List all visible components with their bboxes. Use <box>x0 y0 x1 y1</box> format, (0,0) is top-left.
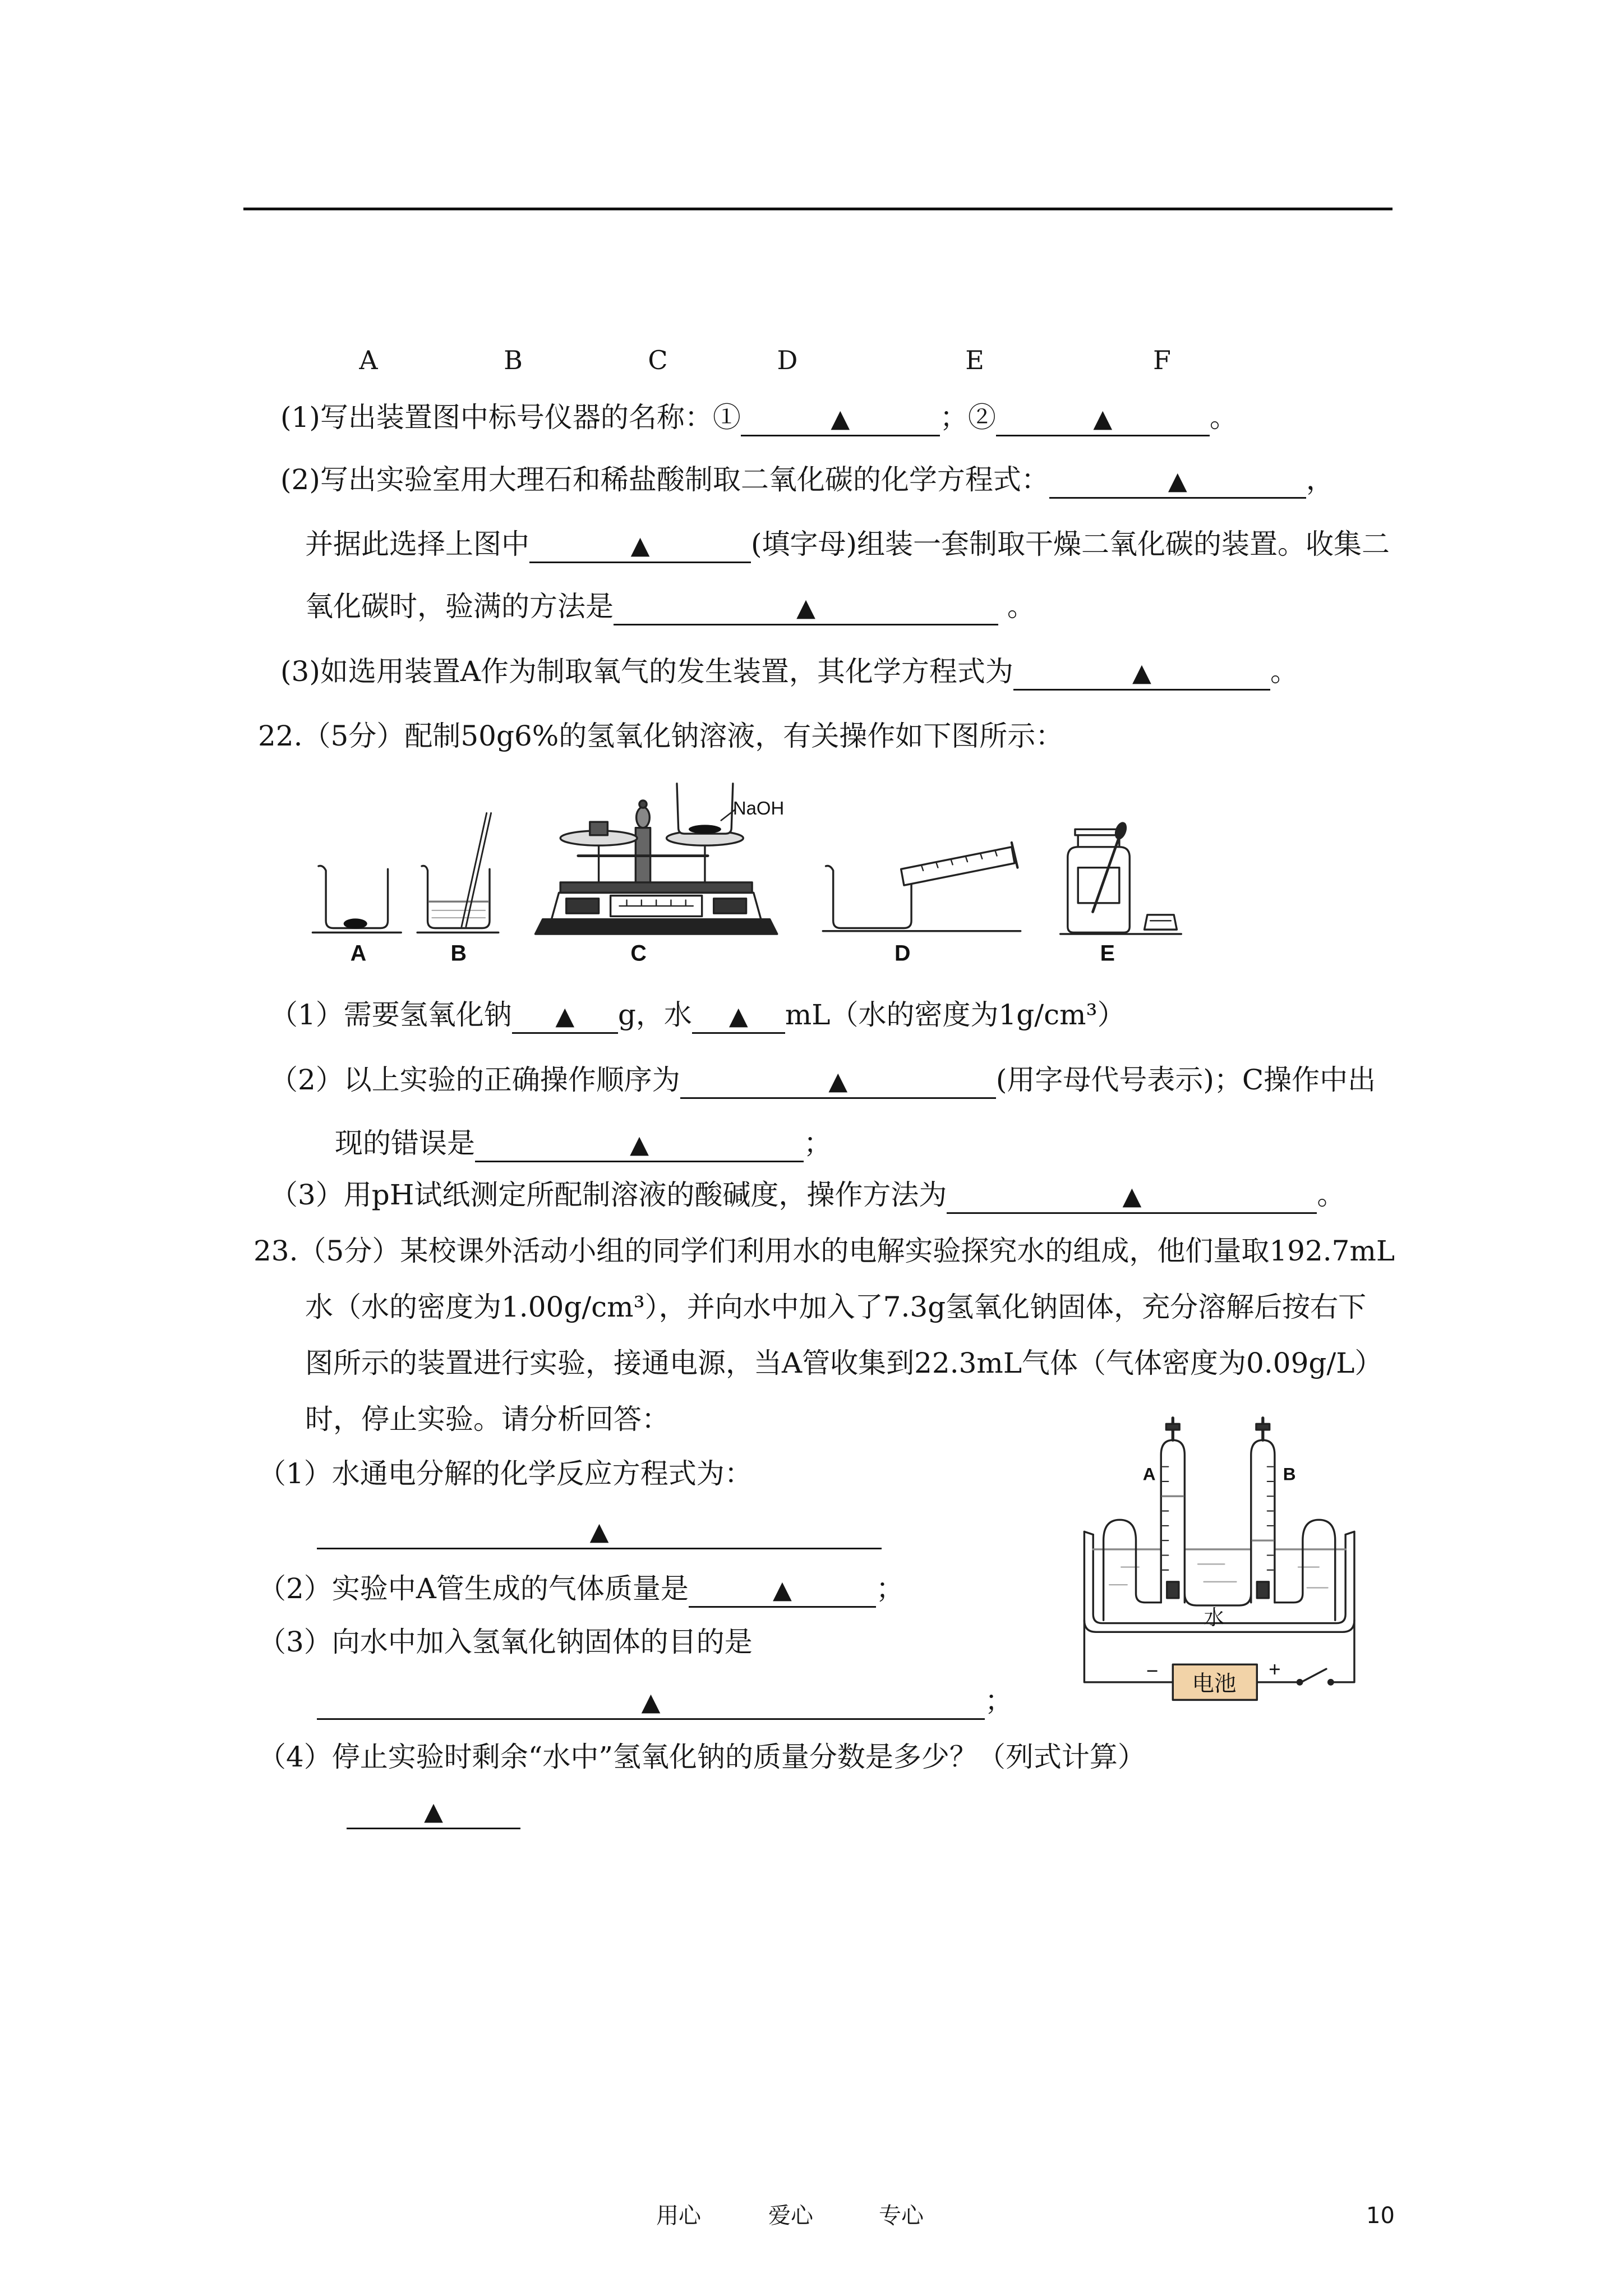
q21-figure-label-a: A <box>359 345 378 375</box>
q22-figure-label-e: E <box>1100 941 1115 966</box>
answer-mark-icon: ▲ <box>641 1688 661 1717</box>
q22-part2-line1 <box>270 1063 1376 1099</box>
answer-mark-icon: ▲ <box>728 1002 748 1030</box>
q21-part3 <box>280 655 1298 691</box>
answer-mark-icon: ▲ <box>630 531 650 560</box>
q23-stem-line2 <box>305 1290 1366 1324</box>
answer-blank <box>689 1573 876 1608</box>
q21-part2-text: (2)写出实验室用大理石和稀盐酸制取二氧化碳的化学方程式： <box>280 463 1049 496</box>
q21-part2-line3 <box>305 590 1035 625</box>
glass-rod <box>462 813 487 926</box>
q23-part2 <box>258 1572 904 1608</box>
q23-part2-end: ； <box>875 1572 904 1605</box>
beaker-d-body <box>826 866 912 928</box>
q21-figure-label-b: B <box>504 345 523 375</box>
q23-stem-text: 图所示的装置进行实验，接通电源，当A管收集到22.3mL气体（气体密度为0.09g/L） <box>305 1347 1383 1379</box>
positive-sign: + <box>1269 1658 1281 1681</box>
header-rule <box>243 208 1393 210</box>
tube-b-label: B <box>1283 1464 1296 1484</box>
answer-mark-icon: ▲ <box>1093 404 1113 433</box>
q22-part1-text: （1）需要氢氧化钠 <box>270 999 512 1031</box>
balance-top <box>560 882 752 892</box>
trough-rim <box>1084 1531 1354 1534</box>
q22-part2-text-3: 现的错误是 <box>335 1127 475 1159</box>
answer-blank <box>347 1795 520 1829</box>
right-wire-loop <box>1275 1520 1335 1620</box>
balance-knob <box>637 807 650 828</box>
q23-part3-answer <box>317 1684 1013 1720</box>
switch-contact <box>1329 1680 1333 1685</box>
connecting-bend <box>1184 1594 1251 1605</box>
footer-motto-2: 爱心 <box>768 2203 813 2229</box>
stopcock-a <box>1166 1424 1179 1430</box>
bottle-neck <box>1078 835 1119 847</box>
q22-part3 <box>270 1178 1345 1214</box>
q23-stem-text: 水（水的密度为1.00g/cm³），并向水中加入了7.3g氢氧化钠固体，充分溶解后按右下 <box>305 1291 1367 1323</box>
q23-part2-text: （2）实验中A管生成的气体质量是 <box>258 1572 689 1605</box>
q22-part3-end: 。 <box>1317 1179 1345 1211</box>
q23-part1-answer <box>317 1515 882 1549</box>
q21-figure-label-c: C <box>648 345 668 375</box>
beaker-b-body <box>422 866 490 928</box>
beaker-a <box>312 866 401 933</box>
q22-part2-text: （2）以上实验的正确操作顺序为 <box>270 1064 680 1096</box>
answer-blank <box>1049 464 1306 499</box>
tube-a-label: A <box>1142 1464 1156 1484</box>
q21-part2-line1 <box>280 463 1334 499</box>
q22-stem-text: 22.（5分）配制50g6%的氢氧化钠溶液，有关操作如下图所示： <box>258 720 1064 752</box>
answer-blank <box>529 528 751 563</box>
answer-mark-icon: ▲ <box>589 1517 609 1546</box>
naoh-solid <box>344 918 367 928</box>
stopcock-b <box>1256 1424 1270 1430</box>
page-number: 10 <box>1366 2203 1395 2229</box>
tube-b-body <box>1251 1440 1275 1602</box>
tube-b <box>1251 1418 1275 1603</box>
balance-ornament <box>714 899 746 913</box>
battery-label: 电池 <box>1192 1671 1237 1696</box>
q21-figure-label-f: F <box>1153 345 1171 375</box>
wire-negative <box>1084 1620 1173 1682</box>
answer-mark-icon: ▲ <box>630 1130 649 1159</box>
q22-part3-text: （3）用pH试纸测定所配制溶液的酸碱度，操作方法为 <box>270 1179 947 1211</box>
balance-ornament <box>566 899 599 913</box>
q22-figure <box>302 775 1195 974</box>
q22-figure-label-c: C <box>630 941 647 966</box>
q21-part3-end: 。 <box>1270 655 1298 688</box>
q22-figure-label-d: D <box>895 941 911 966</box>
water-texture <box>1109 1564 1327 1588</box>
q21-part2-text-4: 氧化碳时，验满的方法是 <box>305 590 614 623</box>
q21-part2-text-2: 并据此选择上图中 <box>305 528 529 560</box>
footer-motto-1: 用心 <box>656 2203 701 2229</box>
beaker-b <box>417 813 499 932</box>
q23-part3-end: ； <box>985 1685 1013 1717</box>
weight <box>590 822 608 835</box>
answer-mark-icon: ▲ <box>1168 467 1187 495</box>
q23-stem-line1 <box>253 1234 1395 1268</box>
q21-part2-line2 <box>305 527 1390 563</box>
tube-a-body <box>1161 1440 1184 1602</box>
naoh-solid <box>689 825 721 834</box>
q23-part1-text: （1）水通电分解的化学反应方程式为： <box>258 1457 753 1490</box>
graduated-cylinder <box>901 847 1015 885</box>
q23-part4 <box>258 1740 1146 1774</box>
q21-part2-comma: ， <box>1306 463 1334 496</box>
q22-part2-end: ； <box>804 1127 832 1159</box>
q23-part4-text: （4）停止实验时剩余“水中”氢氧化钠的质量分数是多少？（列式计算） <box>258 1741 1146 1773</box>
answer-mark-icon: ▲ <box>828 1067 848 1096</box>
answer-blank <box>680 1064 996 1099</box>
bottle-body <box>1068 847 1129 933</box>
answer-blank <box>741 402 940 436</box>
balance-base <box>536 919 777 934</box>
q21-part1-text: (1)写出装置图中标号仪器的名称：① <box>280 401 741 434</box>
switch-contact <box>1297 1680 1302 1685</box>
answer-blank <box>317 1515 882 1549</box>
q21-figure-label-d: D <box>777 345 798 375</box>
reagent-bottle <box>1061 822 1182 934</box>
q21-part2-text-3: (填字母)组装一套制取干燥二氧化碳的装置。收集二 <box>751 528 1390 560</box>
answer-mark-icon: ▲ <box>424 1797 443 1826</box>
q21-figure-label-e: E <box>965 345 984 375</box>
q22-figure-label-b: B <box>450 941 467 966</box>
q23-stem-line4 <box>305 1402 670 1436</box>
q21-part3-text: (3)如选用装置A作为制取氧气的发生装置，其化学方程式为 <box>280 655 1013 688</box>
answer-blank <box>512 999 618 1034</box>
answer-mark-icon: ▲ <box>796 593 815 622</box>
answer-blank <box>692 999 785 1034</box>
q23-part4-answer <box>347 1795 520 1829</box>
q23-part3 <box>258 1625 753 1659</box>
switch-lever <box>1301 1669 1326 1682</box>
q22-figure-label-a: A <box>350 941 367 966</box>
spoon-bowl <box>1114 822 1128 840</box>
beaker-d <box>823 843 1020 931</box>
answer-mark-icon: ▲ <box>831 404 850 433</box>
answer-blank <box>996 402 1210 436</box>
footer-motto-3: 专心 <box>879 2203 924 2229</box>
answer-blank <box>947 1179 1317 1214</box>
answer-mark-icon: ▲ <box>1132 659 1151 687</box>
q21-part1-end: 。 <box>1209 401 1238 434</box>
answer-blank <box>317 1685 985 1720</box>
answer-blank <box>475 1128 804 1162</box>
q23-stem-text: 23.（5分）某校课外活动小组的同学们利用水的电解实验探究水的组成，他们量取192.7mL <box>253 1235 1395 1267</box>
water-label: 水 <box>1204 1606 1225 1630</box>
q22-part1-text-3: mL（水的密度为1g/cm³） <box>785 999 1126 1031</box>
q23-part1 <box>258 1457 753 1490</box>
q22-part2-line2 <box>335 1126 832 1162</box>
q23-part3-text: （3）向水中加入氢氧化钠固体的目的是 <box>258 1626 753 1658</box>
q22-stem <box>258 719 1063 753</box>
electrode-b <box>1257 1582 1269 1598</box>
naoh-label: NaOH <box>732 798 785 818</box>
q22-part1-text-2: g，水 <box>617 999 692 1031</box>
tube-a <box>1161 1418 1184 1603</box>
answer-mark-icon: ▲ <box>773 1576 792 1604</box>
bottle-stopper <box>1145 915 1177 930</box>
q22-part1 <box>270 998 1126 1034</box>
answer-mark-icon: ▲ <box>555 1002 575 1030</box>
q21-part1 <box>280 401 1238 436</box>
q23-stem-line3 <box>305 1346 1382 1380</box>
answer-blank <box>614 591 998 625</box>
q21-part2-end: 。 <box>998 590 1035 623</box>
electrode-a <box>1167 1582 1179 1598</box>
q21-part1-separator: ；② <box>939 401 996 434</box>
answer-mark-icon: ▲ <box>1122 1182 1142 1211</box>
q22-part2-text-2: (用字母代号表示)；C操作中出 <box>995 1064 1376 1096</box>
left-wire-loop <box>1104 1520 1161 1620</box>
answer-blank <box>1013 656 1270 691</box>
glass-rod-edge <box>466 813 491 926</box>
q23-stem-text: 时，停止实验。请分析回答： <box>305 1403 670 1435</box>
electrolysis-figure <box>1074 1405 1366 1706</box>
balance-knob-top <box>639 800 647 808</box>
negative-sign: − <box>1146 1659 1159 1682</box>
